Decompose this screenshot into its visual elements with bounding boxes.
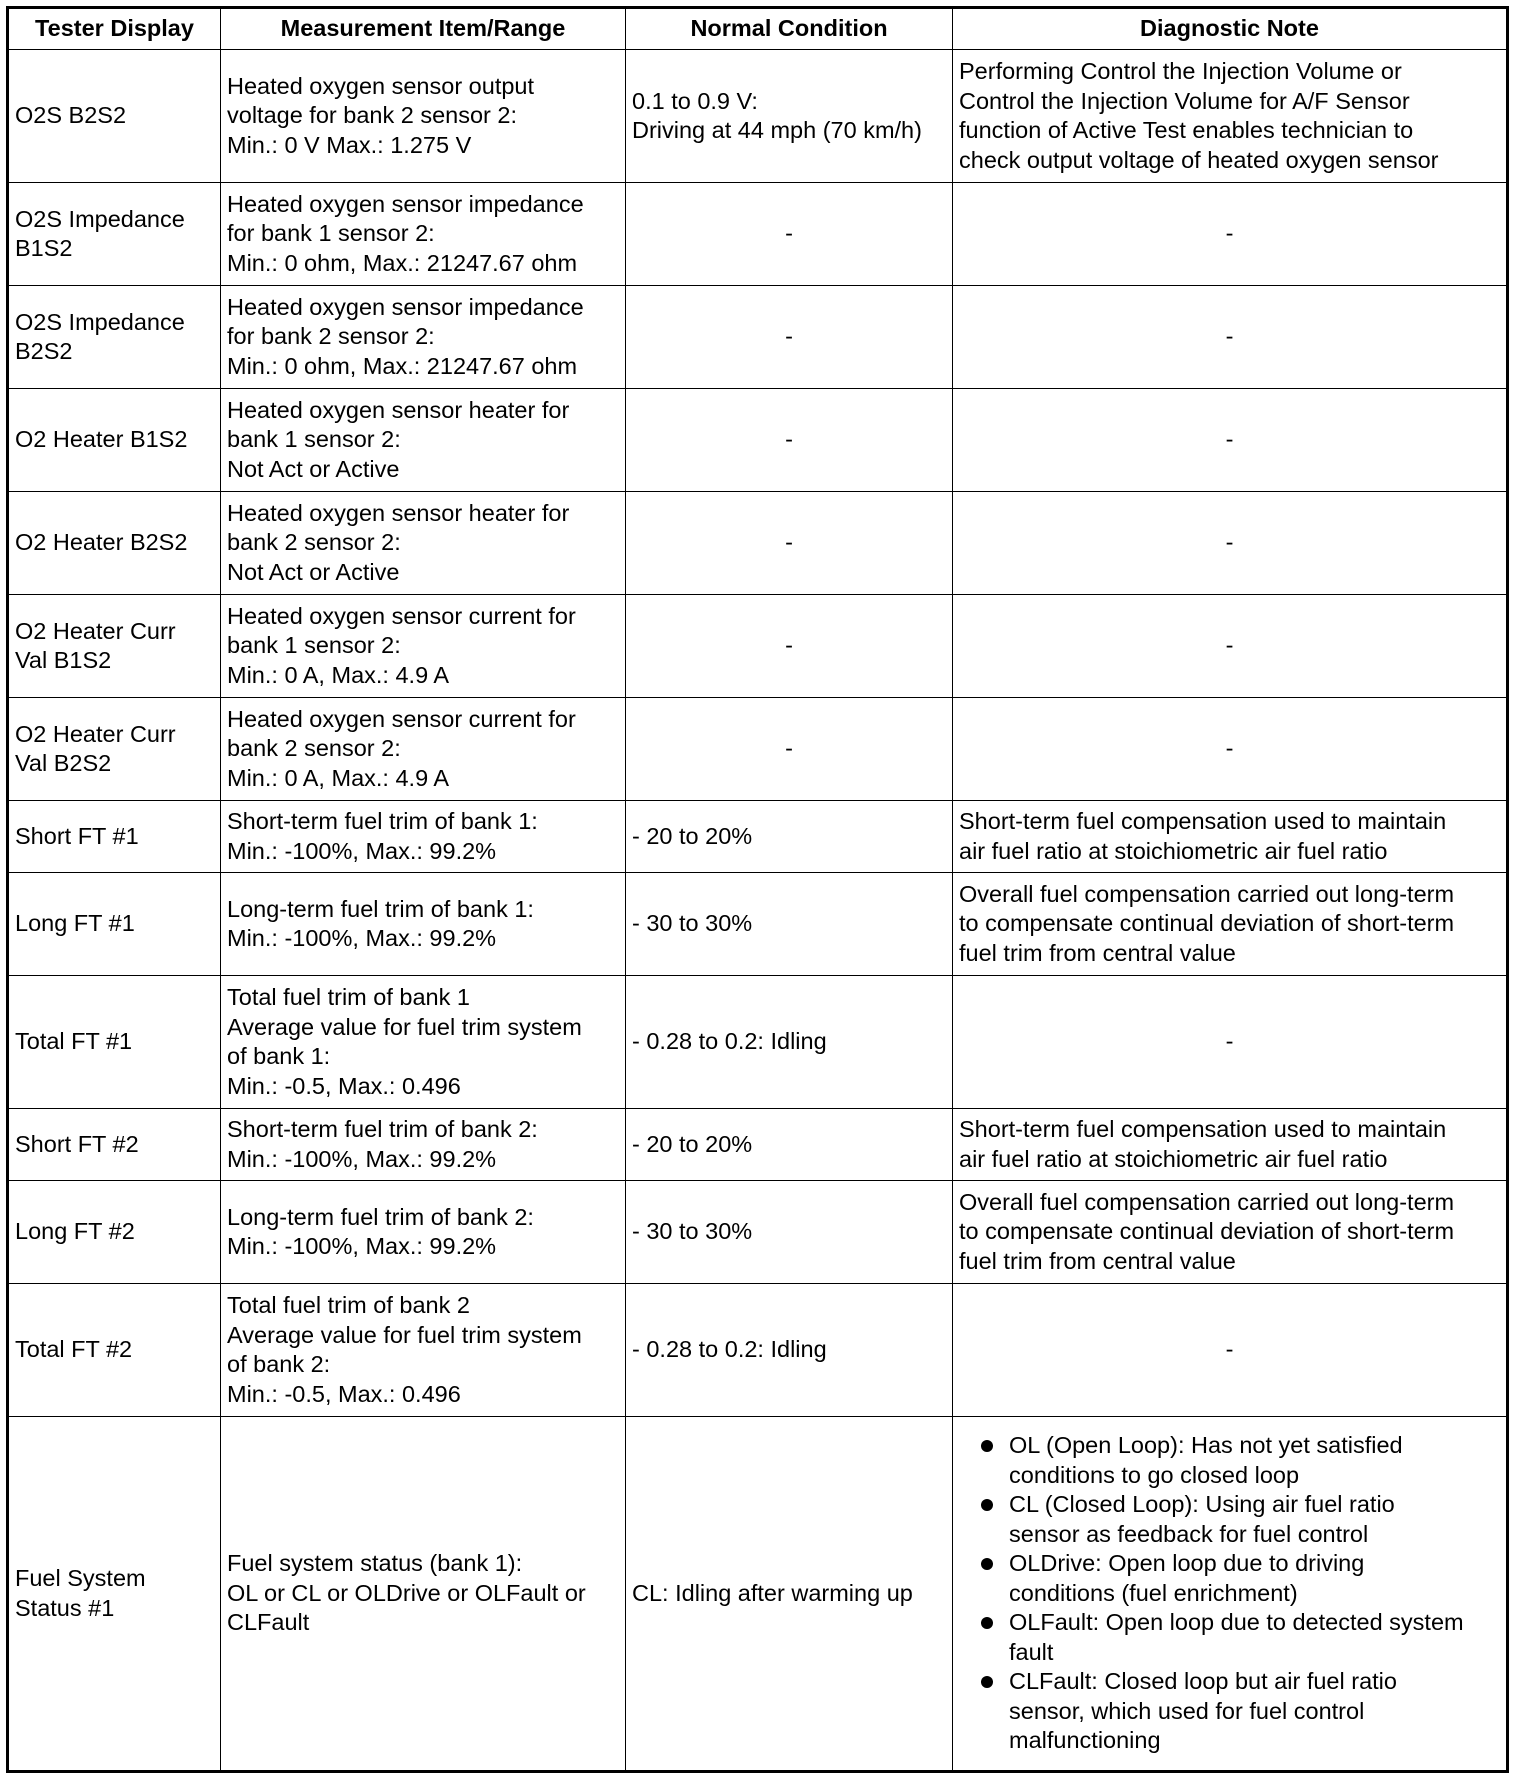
cell-measurement xyxy=(221,50,626,183)
cell-line: - xyxy=(1225,1028,1234,1055)
cell-line: CLFault xyxy=(227,1609,310,1636)
cell-measurement xyxy=(221,873,626,976)
cell-line: Heated oxygen sensor current for xyxy=(227,602,576,629)
cell-line: - xyxy=(785,735,793,762)
cell-tester-display xyxy=(8,1417,221,1772)
cell-normal-condition xyxy=(626,389,953,492)
cell-normal-condition xyxy=(626,873,953,976)
cell-line: function of Active Test enables technician to xyxy=(959,117,1414,143)
cell-line: Short FT #2 xyxy=(15,1130,139,1157)
cell-line: sensor as feedback for fuel control xyxy=(1009,1520,1369,1547)
header-tester-display: Tester Display xyxy=(8,8,221,50)
cell-line: Heated oxygen sensor heater for xyxy=(227,499,570,526)
cell-line: Fuel system status (bank 1): xyxy=(227,1550,523,1577)
cell-tester-display xyxy=(8,1284,221,1417)
cell-line: Min.: 0 A, Max.: 4.9 A xyxy=(227,764,450,791)
cell-line: O2S Impedance xyxy=(15,205,185,232)
cell-normal-condition xyxy=(626,286,953,389)
cell-line: Status #1 xyxy=(15,1594,115,1621)
cell-diagnostic-note xyxy=(953,1181,1508,1284)
table-row xyxy=(8,595,1508,698)
cell-line: O2S Impedance xyxy=(15,308,185,335)
cell-line: - 30 to 30% xyxy=(632,1218,753,1245)
cell-line: Total FT #2 xyxy=(15,1336,133,1363)
cell-tester-display xyxy=(8,1181,221,1284)
cell-line: O2 Heater B2S2 xyxy=(15,529,188,556)
bullet-icon xyxy=(981,1676,993,1688)
cell-line: to compensate continual deviation of short-term xyxy=(959,1218,1455,1245)
cell-tester-display xyxy=(8,1109,221,1181)
cell-line: fault xyxy=(1009,1638,1054,1665)
cell-line: Not Act or Active xyxy=(227,455,400,482)
cell-line: for bank 1 sensor 2: xyxy=(227,220,435,247)
cell-line: - 20 to 20% xyxy=(632,1130,753,1157)
cell-line: - xyxy=(1225,632,1234,659)
cell-tester-display xyxy=(8,492,221,595)
cell-diagnostic-note xyxy=(953,1284,1508,1417)
cell-line: - 30 to 30% xyxy=(632,910,753,937)
cell-tester-display xyxy=(8,286,221,389)
cell-line: - 0.28 to 0.2: Idling xyxy=(632,1336,827,1363)
cell-diagnostic-note xyxy=(953,492,1508,595)
cell-line: conditions to go closed loop xyxy=(1009,1461,1300,1488)
cell-measurement xyxy=(221,492,626,595)
cell-line: for bank 2 sensor 2: xyxy=(227,323,435,350)
table-row xyxy=(8,698,1508,801)
cell-line: bank 1 sensor 2: xyxy=(227,632,401,659)
cell-line: bank 1 sensor 2: xyxy=(227,426,401,453)
cell-line: Heated oxygen sensor output xyxy=(227,72,535,99)
cell-line: Short-term fuel trim of bank 1: xyxy=(227,808,538,834)
cell-line: CLFault: Closed loop but air fuel ratio xyxy=(1009,1668,1397,1695)
cell-line: Min.: 0 V Max.: 1.275 V xyxy=(227,131,472,158)
cell-line: Control the Injection Volume for A/F Sensor xyxy=(959,87,1410,114)
cell-line: - xyxy=(1225,529,1234,556)
cell-measurement xyxy=(221,1181,626,1284)
table-row xyxy=(8,976,1508,1109)
cell-line: voltage for bank 2 sensor 2: xyxy=(227,102,518,129)
cell-line: of bank 1: xyxy=(227,1043,331,1069)
header-normal-condition: Normal Condition xyxy=(626,8,953,50)
cell-line: Long FT #1 xyxy=(15,910,135,937)
cell-diagnostic-note xyxy=(953,698,1508,801)
cell-line: to compensate continual deviation of short-term xyxy=(959,910,1455,937)
cell-line: O2 Heater Curr xyxy=(15,617,176,644)
header-diagnostic-note: Diagnostic Note xyxy=(953,8,1508,50)
cell-diagnostic-note xyxy=(953,595,1508,698)
cell-line: 0.1 to 0.9 V: xyxy=(632,87,758,114)
cell-line: - xyxy=(785,632,793,659)
cell-line: Total fuel trim of bank 2 xyxy=(227,1292,470,1318)
cell-line: - xyxy=(1225,426,1234,453)
cell-line: - 20 to 20% xyxy=(632,822,753,849)
cell-normal-condition xyxy=(626,1284,953,1417)
list-item xyxy=(977,1549,1500,1608)
list-item xyxy=(977,1490,1500,1549)
cell-line: Heated oxygen sensor impedance xyxy=(227,293,584,320)
cell-line: Overall fuel compensation carried out long-term xyxy=(959,1188,1455,1215)
cell-line: Short-term fuel trim of bank 2: xyxy=(227,1116,538,1142)
list-item xyxy=(977,1667,1500,1756)
cell-line: O2S B2S2 xyxy=(15,102,127,129)
cell-line: fuel trim from central value xyxy=(959,1247,1236,1274)
cell-normal-condition xyxy=(626,1109,953,1181)
cell-measurement xyxy=(221,698,626,801)
cell-line: - xyxy=(1225,323,1234,350)
cell-line: Average value for fuel trim system xyxy=(227,1321,582,1348)
cell-line: malfunctioning xyxy=(1009,1727,1161,1754)
bullet-icon xyxy=(981,1558,993,1570)
table-row xyxy=(8,389,1508,492)
cell-line: - 0.28 to 0.2: Idling xyxy=(632,1028,827,1055)
cell-normal-condition xyxy=(626,976,953,1109)
cell-measurement xyxy=(221,595,626,698)
cell-line: B1S2 xyxy=(15,235,73,261)
cell-line: Fuel System xyxy=(15,1565,146,1591)
cell-line: OLDrive: Open loop due to driving xyxy=(1009,1550,1365,1577)
status-bullet-list xyxy=(959,1431,1500,1756)
cell-tester-display xyxy=(8,801,221,873)
cell-line: B2S2 xyxy=(15,338,73,364)
cell-line: of bank 2: xyxy=(227,1351,331,1377)
table-row xyxy=(8,801,1508,873)
cell-line: Total fuel trim of bank 1 xyxy=(227,984,470,1010)
cell-normal-condition xyxy=(626,50,953,183)
cell-measurement xyxy=(221,1109,626,1181)
cell-diagnostic-note xyxy=(953,50,1508,183)
cell-line: Min.: -0.5, Max.: 0.496 xyxy=(227,1072,461,1099)
cell-measurement xyxy=(221,976,626,1109)
cell-measurement xyxy=(221,1284,626,1417)
table-row xyxy=(8,492,1508,595)
cell-line: Short-term fuel compensation used to maintain xyxy=(959,808,1447,834)
cell-normal-condition xyxy=(626,492,953,595)
cell-line: CL (Closed Loop): Using air fuel ratio xyxy=(1009,1491,1395,1518)
header-measurement: Measurement Item/Range xyxy=(221,8,626,50)
table-row xyxy=(8,183,1508,286)
cell-line: - xyxy=(785,529,793,556)
cell-line: Overall fuel compensation carried out long-term xyxy=(959,880,1455,907)
cell-tester-display xyxy=(8,50,221,183)
cell-line: air fuel ratio at stoichiometric air fuel ratio xyxy=(959,837,1388,864)
cell-line: check output voltage of heated oxygen sensor xyxy=(959,146,1439,173)
cell-line: Val B2S2 xyxy=(15,750,112,776)
cell-tester-display xyxy=(8,595,221,698)
cell-line: Long FT #2 xyxy=(15,1218,135,1245)
cell-measurement xyxy=(221,286,626,389)
cell-diagnostic-note xyxy=(953,801,1508,873)
cell-tester-display xyxy=(8,183,221,286)
cell-measurement xyxy=(221,801,626,873)
cell-line: Performing Control the Injection Volume or xyxy=(959,58,1402,84)
cell-normal-condition xyxy=(626,183,953,286)
cell-line: Min.: 0 ohm, Max.: 21247.67 ohm xyxy=(227,352,578,379)
cell-line: - xyxy=(1225,735,1234,762)
cell-line: Min.: 0 ohm, Max.: 21247.67 ohm xyxy=(227,249,578,276)
table-row xyxy=(8,873,1508,976)
cell-line: O2 Heater B1S2 xyxy=(15,426,188,453)
table-row xyxy=(8,50,1508,183)
cell-line: OL or CL or OLDrive or OLFault or xyxy=(227,1579,586,1606)
cell-line: Heated oxygen sensor impedance xyxy=(227,190,584,217)
cell-line: CL: Idling after warming up xyxy=(632,1579,913,1606)
cell-line: - xyxy=(785,426,793,453)
cell-line: Long-term fuel trim of bank 1: xyxy=(227,895,534,922)
cell-line: bank 2 sensor 2: xyxy=(227,735,401,762)
cell-diagnostic-note xyxy=(953,183,1508,286)
bullet-icon xyxy=(981,1617,993,1629)
cell-measurement xyxy=(221,183,626,286)
cell-line: Long-term fuel trim of bank 2: xyxy=(227,1203,534,1230)
cell-normal-condition xyxy=(626,595,953,698)
cell-line: Not Act or Active xyxy=(227,558,400,585)
cell-normal-condition xyxy=(626,801,953,873)
parameter-table xyxy=(6,6,1509,1773)
bullet-icon xyxy=(981,1499,993,1511)
cell-line: Min.: 0 A, Max.: 4.9 A xyxy=(227,661,450,688)
cell-diagnostic-note xyxy=(953,286,1508,389)
cell-tester-display xyxy=(8,873,221,976)
table-row xyxy=(8,1417,1508,1772)
table-row xyxy=(8,1181,1508,1284)
cell-line: O2 Heater Curr xyxy=(15,720,176,747)
cell-normal-condition xyxy=(626,698,953,801)
cell-line: Driving at 44 mph (70 km/h) xyxy=(632,117,922,143)
cell-diagnostic-note xyxy=(953,1417,1508,1772)
cell-line: - xyxy=(1225,220,1234,247)
table-row xyxy=(8,1109,1508,1181)
cell-line: Heated oxygen sensor heater for xyxy=(227,396,570,423)
cell-line: Min.: -100%, Max.: 99.2% xyxy=(227,1233,497,1259)
cell-line: Short-term fuel compensation used to maintain xyxy=(959,1116,1447,1142)
list-item xyxy=(977,1431,1500,1490)
bullet-icon xyxy=(981,1440,993,1452)
cell-line: OL (Open Loop): Has not yet satisfied xyxy=(1009,1432,1403,1459)
cell-normal-condition xyxy=(626,1417,953,1772)
cell-tester-display xyxy=(8,389,221,492)
cell-line: Average value for fuel trim system xyxy=(227,1013,582,1040)
header-row xyxy=(8,8,1508,50)
cell-diagnostic-note xyxy=(953,389,1508,492)
cell-line: Min.: -0.5, Max.: 0.496 xyxy=(227,1380,461,1407)
table-row xyxy=(8,286,1508,389)
cell-measurement xyxy=(221,1417,626,1772)
cell-line: conditions (fuel enrichment) xyxy=(1009,1579,1298,1606)
table-row xyxy=(8,1284,1508,1417)
cell-diagnostic-note xyxy=(953,976,1508,1109)
cell-diagnostic-note xyxy=(953,1109,1508,1181)
cell-line: fuel trim from central value xyxy=(959,939,1236,966)
list-item xyxy=(977,1608,1500,1667)
cell-line: bank 2 sensor 2: xyxy=(227,529,401,556)
cell-tester-display xyxy=(8,976,221,1109)
cell-line: Min.: -100%, Max.: 99.2% xyxy=(227,1145,497,1172)
cell-line: sensor, which used for fuel control xyxy=(1009,1697,1365,1724)
cell-line: Val B1S2 xyxy=(15,647,112,673)
cell-tester-display xyxy=(8,698,221,801)
cell-line: Min.: -100%, Max.: 99.2% xyxy=(227,925,497,951)
cell-line: Total FT #1 xyxy=(15,1028,133,1055)
cell-line: OLFault: Open loop due to detected system xyxy=(1009,1609,1464,1636)
cell-line: air fuel ratio at stoichiometric air fuel ratio xyxy=(959,1145,1388,1172)
cell-line: Short FT #1 xyxy=(15,822,139,849)
cell-diagnostic-note xyxy=(953,873,1508,976)
cell-measurement xyxy=(221,389,626,492)
cell-line: - xyxy=(785,220,793,247)
cell-normal-condition xyxy=(626,1181,953,1284)
cell-line: - xyxy=(785,323,793,350)
cell-line: Min.: -100%, Max.: 99.2% xyxy=(227,837,497,864)
cell-line: - xyxy=(1225,1336,1234,1363)
cell-line: Heated oxygen sensor current for xyxy=(227,705,576,732)
